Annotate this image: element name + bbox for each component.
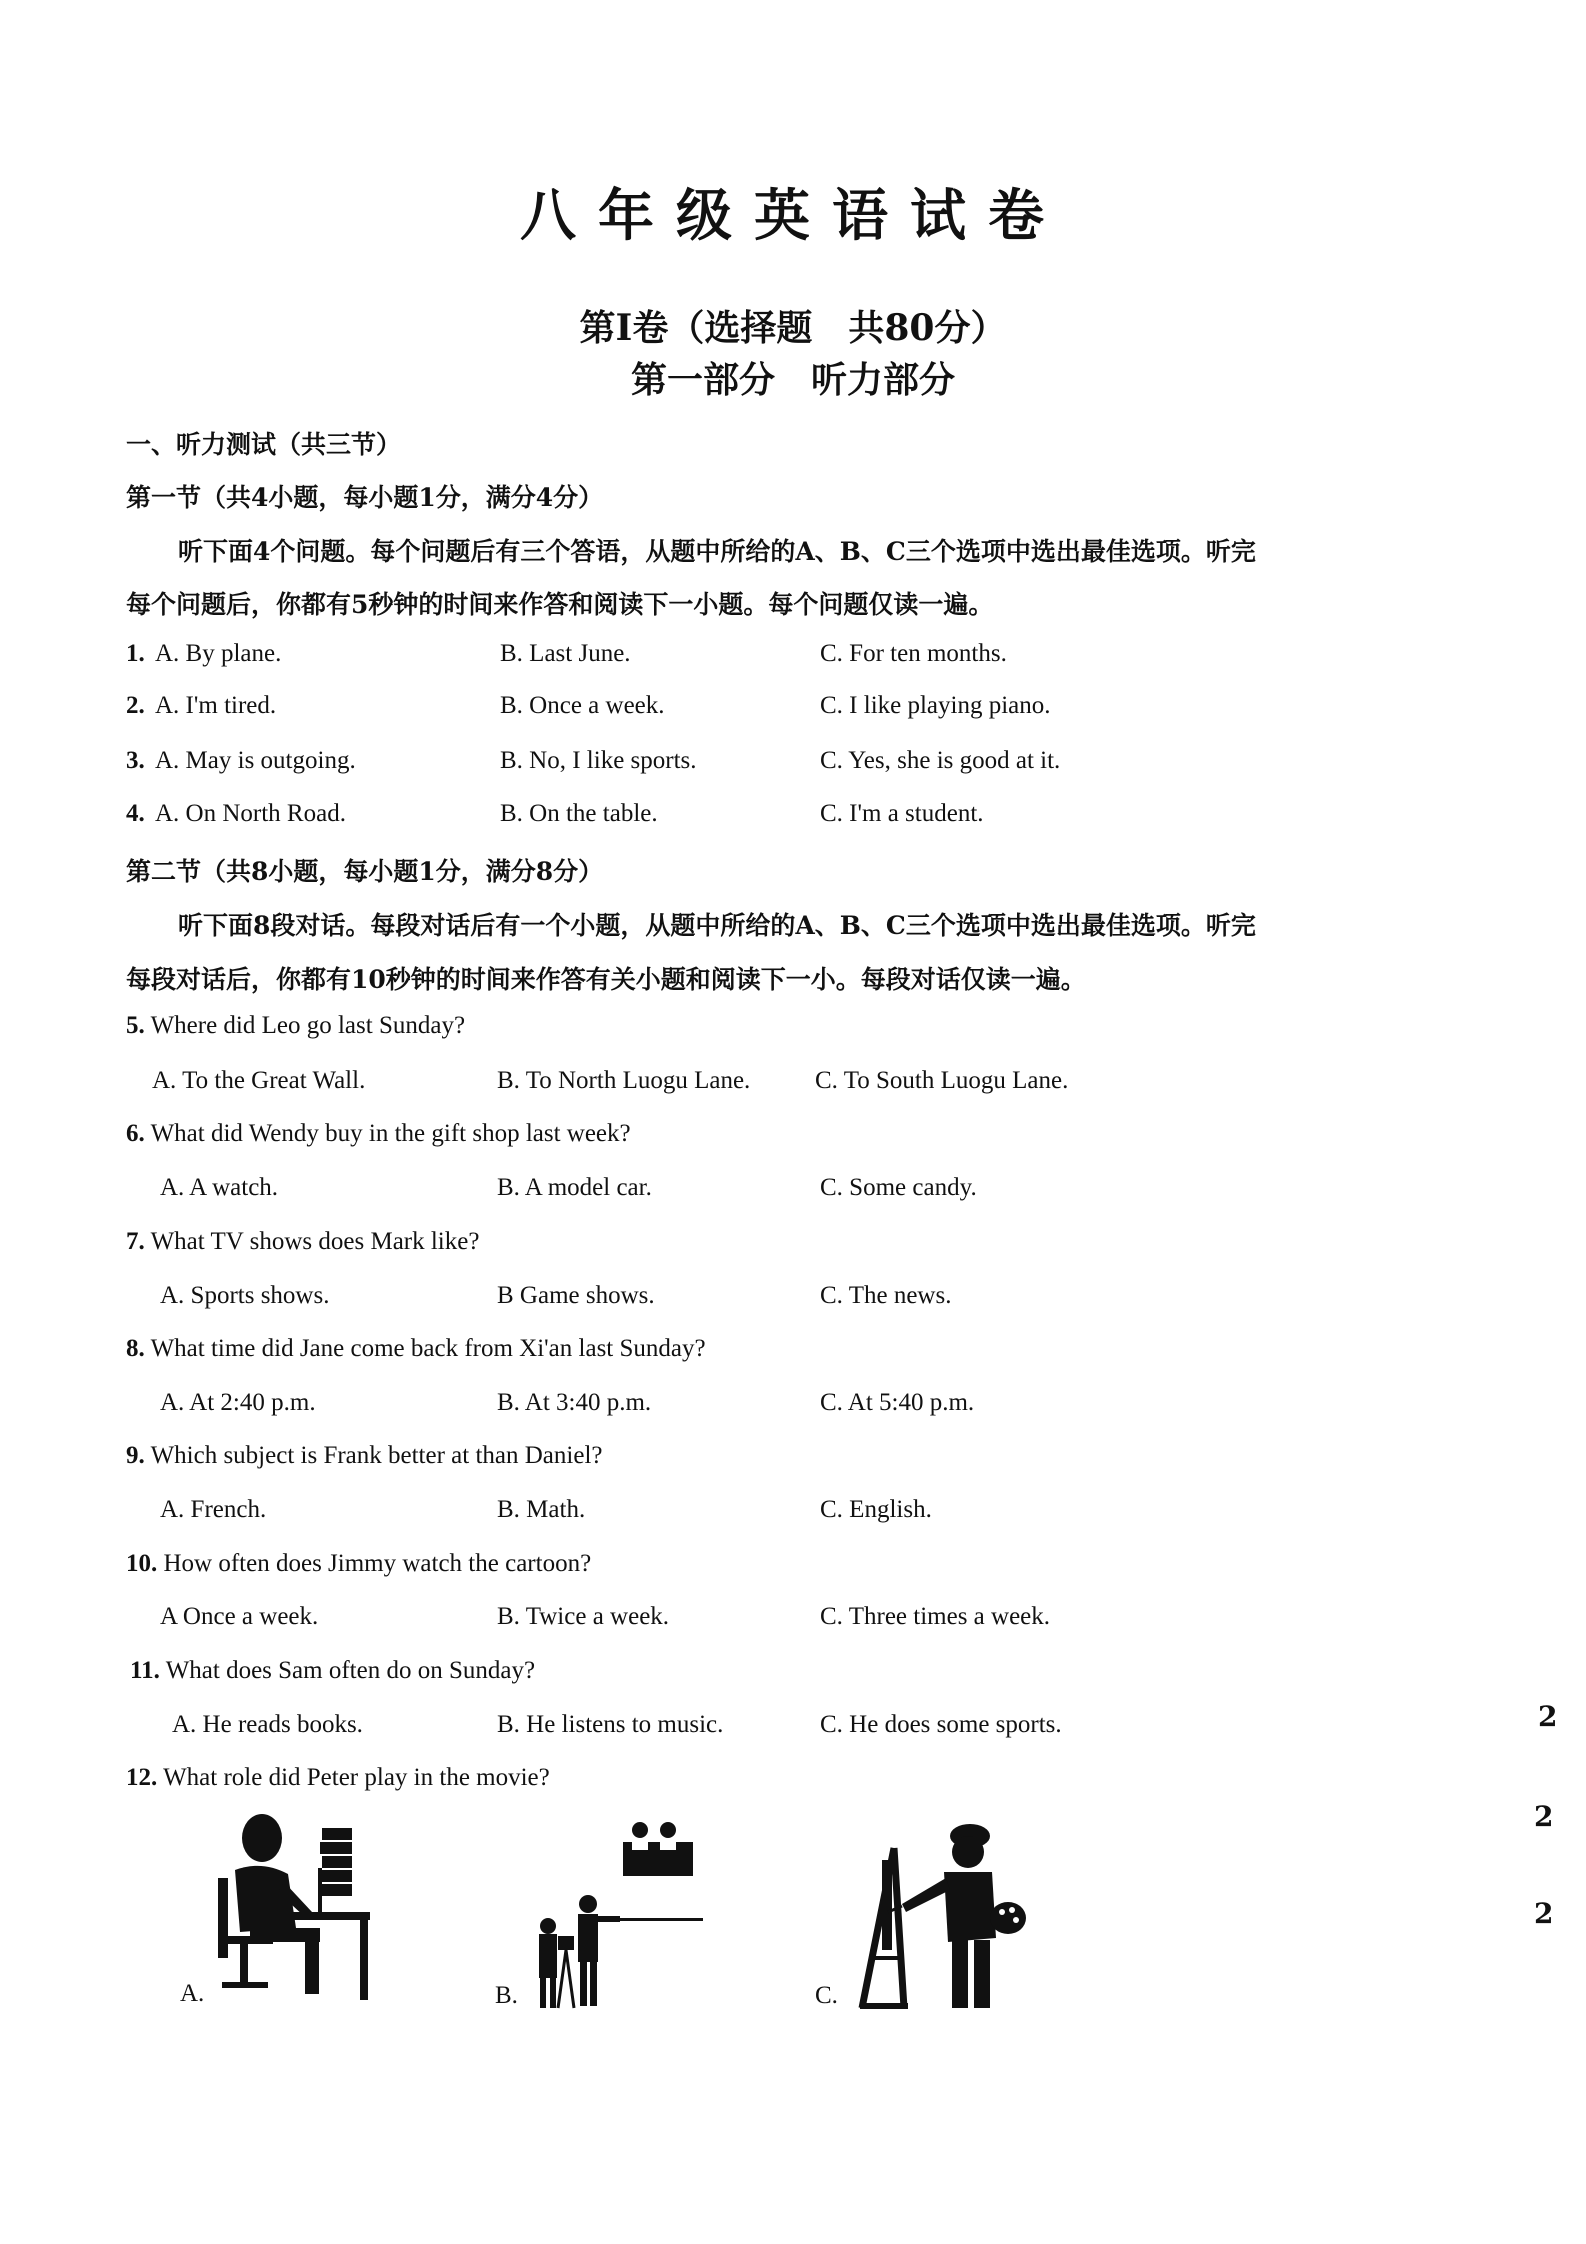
section1-instruction-line2: 每个问题后，你都有5秒钟的时间来作答和阅读下一小题。每个问题仅读一遍。 — [126, 590, 994, 619]
question-3-option-c: C. Yes, she is good at it. — [820, 747, 1061, 774]
section2-instruction-line2: 每段对话后，你都有10秒钟的时间来作答有关小题和阅读下一小。每段对话仅读一遍。 — [126, 965, 1086, 994]
question-9-option-b: B. Math. — [497, 1496, 586, 1523]
question-12-stem: 12. What role did Peter play in the movie? — [126, 1764, 550, 1791]
margin-mark: 2 — [1534, 1897, 1554, 1930]
question-11-option-a: A. He reads books. — [172, 1711, 363, 1738]
question-2-number: 2. — [126, 692, 145, 719]
question-1-number: 1. — [126, 640, 145, 667]
question-6-stem: 6. What did Wendy buy in the gift shop last week? — [126, 1120, 631, 1147]
question-2-option-a: A. I'm tired. — [155, 692, 277, 719]
question-11-option-c: C. He does some sports. — [820, 1711, 1062, 1738]
office-worker-icon — [200, 1808, 380, 2008]
question-3-option-a: A. May is outgoing. — [155, 747, 356, 774]
painter-icon — [852, 1808, 1042, 2013]
question-4-number: 4. — [126, 800, 145, 827]
picture-a-label: A. — [180, 1980, 205, 2007]
question-5-stem: 5. Where did Leo go last Sunday? — [126, 1012, 466, 1039]
question-4-option-a: A. On North Road. — [155, 800, 346, 827]
question-1-option-c: C. For ten months. — [820, 640, 1007, 667]
picture-c-painter — [852, 1808, 1042, 2013]
margin-mark: 2 — [1534, 1800, 1554, 1833]
question-5-option-c: C. To South Luogu Lane. — [815, 1067, 1069, 1094]
picture-c-label: C. — [815, 1982, 838, 2009]
section2-heading: 第二节（共8小题，每小题1分，满分8分） — [126, 857, 604, 886]
question-1-option-b: B. Last June. — [500, 640, 631, 667]
question-5-option-a: A. To the Great Wall. — [152, 1067, 366, 1094]
question-11-stem: 11. What does Sam often do on Sunday? — [130, 1657, 536, 1684]
question-1-option-a: A. By plane. — [155, 640, 282, 667]
question-10-stem: 10. How often does Jimmy watch the cartoon? — [126, 1550, 592, 1577]
page-title: 八年级英语试卷 — [520, 183, 1066, 249]
margin-mark: 2 — [1538, 1700, 1558, 1733]
question-8-stem: 8. What time did Jane come back from Xi'an last Sunday? — [126, 1335, 706, 1362]
section1-heading: 第一节（共4小题，每小题1分，满分4分） — [126, 483, 604, 512]
question-7-option-a: A. Sports shows. — [160, 1282, 330, 1309]
section-heading: 一、听力测试（共三节） — [126, 430, 402, 459]
section1-instruction-line1: 听下面4个问题。每个问题后有三个答语，从题中所给的A、B、C三个选项中选出最佳选项。听完 — [178, 537, 1256, 566]
question-9-option-c: C. English. — [820, 1496, 932, 1523]
question-2-option-c: C. I like playing piano. — [820, 692, 1051, 719]
question-9-option-a: A. French. — [160, 1496, 267, 1523]
picture-b-director — [528, 1818, 708, 2018]
question-10-option-b: B. Twice a week. — [497, 1603, 670, 1630]
question-10-option-c: C. Three times a week. — [820, 1603, 1051, 1630]
picture-a-office-worker — [200, 1808, 380, 2008]
question-5-option-b: B. To North Luogu Lane. — [497, 1067, 751, 1094]
question-4-option-c: C. I'm a student. — [820, 800, 984, 827]
question-3-option-b: B. No, I like sports. — [500, 747, 697, 774]
question-7-option-b: B Game shows. — [497, 1282, 655, 1309]
question-7-option-c: C. The news. — [820, 1282, 952, 1309]
volume-subtitle: 第Ⅰ卷（选择题 共80分） — [579, 307, 1007, 349]
film-director-icon — [528, 1818, 708, 2018]
question-6-option-c: C. Some candy. — [820, 1174, 977, 1201]
question-8-option-a: A. At 2:40 p.m. — [160, 1389, 316, 1416]
question-7-stem: 7. What TV shows does Mark like? — [126, 1228, 480, 1255]
question-8-option-b: B. At 3:40 p.m. — [497, 1389, 652, 1416]
question-6-option-b: B. A model car. — [497, 1174, 652, 1201]
question-9-stem: 9. Which subject is Frank better at than Daniel? — [126, 1442, 603, 1469]
picture-b-label: B. — [495, 1982, 518, 2009]
question-4-option-b: B. On the table. — [500, 800, 658, 827]
question-3-number: 3. — [126, 747, 145, 774]
question-2-option-b: B. Once a week. — [500, 692, 665, 719]
part-heading: 第一部分 听力部分 — [630, 359, 955, 401]
question-11-option-b: B. He listens to music. — [497, 1711, 724, 1738]
question-6-option-a: A. A watch. — [160, 1174, 279, 1201]
section2-instruction-line1: 听下面8段对话。每段对话后有一个小题，从题中所给的A、B、C三个选项中选出最佳选项。听完 — [178, 911, 1256, 940]
question-8-option-c: C. At 5:40 p.m. — [820, 1389, 975, 1416]
question-10-option-a: A Once a week. — [160, 1603, 319, 1630]
